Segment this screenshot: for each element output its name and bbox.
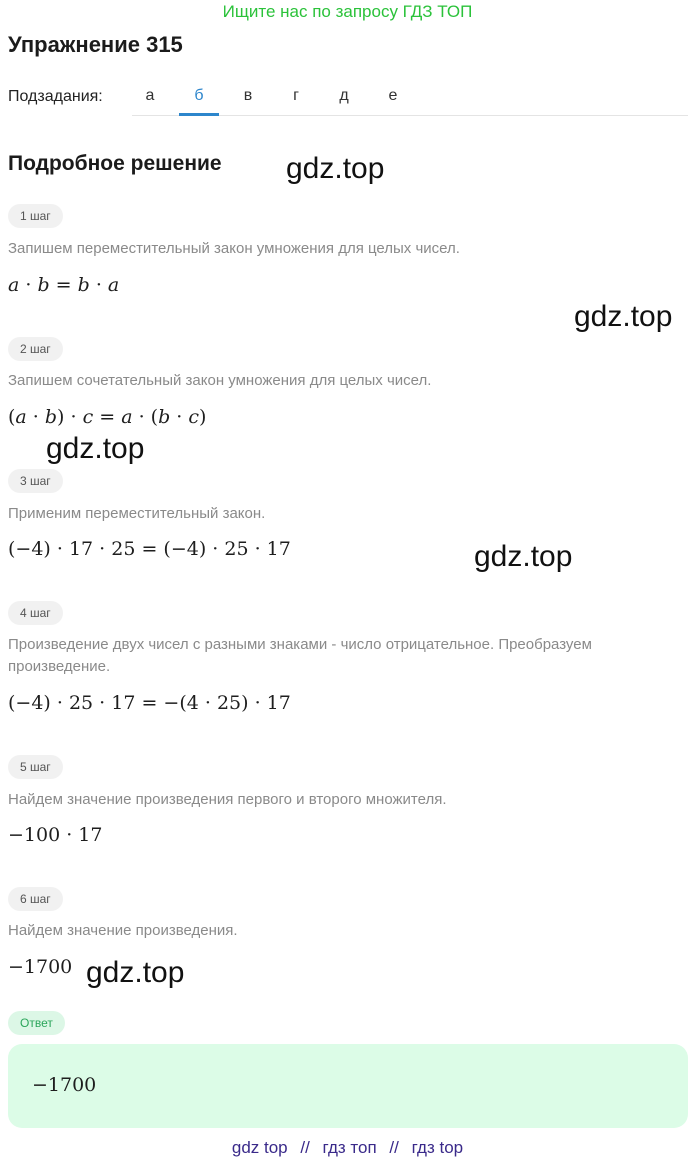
step-formula: −100 · 17: [8, 824, 103, 846]
step-badge: 5 шаг: [8, 755, 63, 779]
footer-link[interactable]: gdz top: [231, 1138, 288, 1157]
solution-title: Подробное решение: [8, 152, 222, 175]
tab-e[interactable]: е: [388, 87, 398, 104]
footer-link[interactable]: гдз top: [411, 1138, 464, 1157]
step-description: Запишем переместительный закон умножения для целых чисел.: [8, 240, 460, 257]
watermark: gdz.top: [574, 300, 673, 333]
step-description: Произведение двух чисел с разными знаками - число отрицательное. Преобразуем произведение.: [8, 636, 592, 675]
step-badge: 1 шаг: [8, 204, 63, 228]
step-formula: (a · b) · c = a · (b · c): [8, 406, 207, 428]
search-hint-banner: Ищите нас по запросу ГДЗ ТОП: [222, 2, 473, 21]
step-badge: 3 шаг: [8, 469, 63, 493]
step-description: Применим переместительный закон.: [8, 505, 266, 522]
footer-link[interactable]: гдз топ: [322, 1138, 377, 1157]
watermark: gdz.top: [286, 152, 385, 185]
footer-separator: //: [389, 1138, 399, 1157]
answer-box: [8, 1044, 688, 1128]
answer-value: −1700: [32, 1074, 97, 1096]
step-description: Найдем значение произведения первого и второго множителя.: [8, 791, 447, 808]
page-title: Упражнение 315: [8, 32, 183, 57]
watermark: gdz.top: [46, 432, 145, 465]
step-badge: 2 шаг: [8, 337, 63, 361]
tab-v[interactable]: в: [243, 87, 253, 104]
step-formula: (−4) · 17 · 25 = (−4) · 25 · 17: [8, 538, 291, 560]
footer-separator: //: [300, 1138, 310, 1157]
tab-b-active[interactable]: б: [179, 80, 219, 116]
tab-d[interactable]: д: [339, 87, 349, 104]
step-badge: 4 шаг: [8, 601, 63, 625]
step-formula: a · b = b · a: [8, 274, 120, 296]
step-formula: (−4) · 25 · 17 = −(4 · 25) · 17: [8, 692, 291, 714]
footer-links: [0, 1138, 695, 1158]
step-description: Запишем сочетательный закон умножения для целых чисел.: [8, 372, 432, 389]
step-description: Найдем значение произведения.: [8, 922, 238, 939]
answer-badge: Ответ: [8, 1011, 65, 1035]
step-badge: 6 шаг: [8, 887, 63, 911]
subtasks-bar: [8, 80, 688, 116]
tab-a[interactable]: а: [145, 87, 155, 104]
step-formula: −1700: [8, 956, 73, 978]
tab-g[interactable]: г: [293, 87, 299, 104]
watermark: gdz.top: [474, 540, 573, 573]
watermark: gdz.top: [86, 956, 185, 989]
subtasks-label: Подзадания:: [8, 88, 103, 105]
